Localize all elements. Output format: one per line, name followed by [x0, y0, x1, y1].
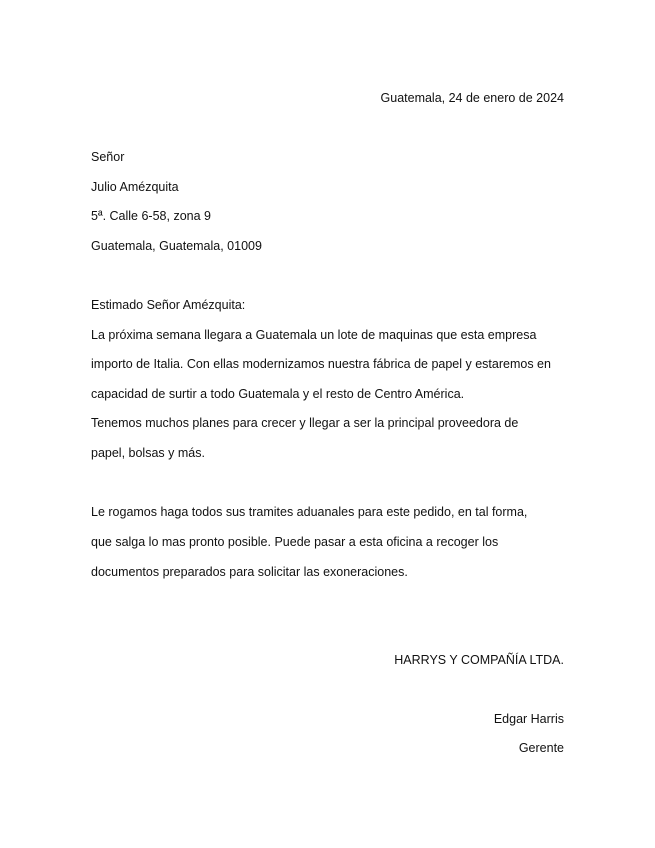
paragraph3-line1: Le rogamos haga todos sus tramites aduanales para este pedido, en tal forma,: [91, 505, 528, 519]
paragraph1-line3: capacidad de surtir a todo Guatemala y el resto de Centro América.: [91, 387, 465, 401]
signer-title: Gerente: [518, 741, 564, 755]
paragraph3-line3: documentos preparados para solicitar las exoneraciones.: [91, 565, 408, 579]
signer-name: Edgar Harris: [493, 712, 564, 726]
recipient-name: Julio Amézquita: [91, 180, 179, 194]
paragraph3-line2: que salga lo mas pronto posible. Puede pasar a esta oficina a recoger los: [91, 535, 499, 549]
paragraph1-line2: importo de Italia. Con ellas modernizamos nuestra fábrica de papel y estaremos en: [91, 357, 551, 371]
recipient-address-line2: Guatemala, Guatemala, 01009: [91, 239, 262, 253]
paragraph1-line1: La próxima semana llegara a Guatemala un lote de maquinas que esta empresa: [91, 328, 537, 342]
greeting: Estimado Señor Amézquita:: [91, 298, 246, 312]
company-name: HARRYS Y COMPAÑÍA LTDA.: [394, 653, 564, 667]
paragraph2-line2: papel, bolsas y más.: [91, 446, 205, 460]
paragraph2-line1: Tenemos muchos planes para crecer y llegar a ser la principal proveedora de: [91, 416, 519, 430]
recipient-title: Señor: [91, 150, 125, 164]
letter-date: Guatemala, 24 de enero de 2024: [380, 91, 564, 105]
recipient-address-line1: 5ª. Calle 6-58, zona 9: [91, 209, 211, 223]
